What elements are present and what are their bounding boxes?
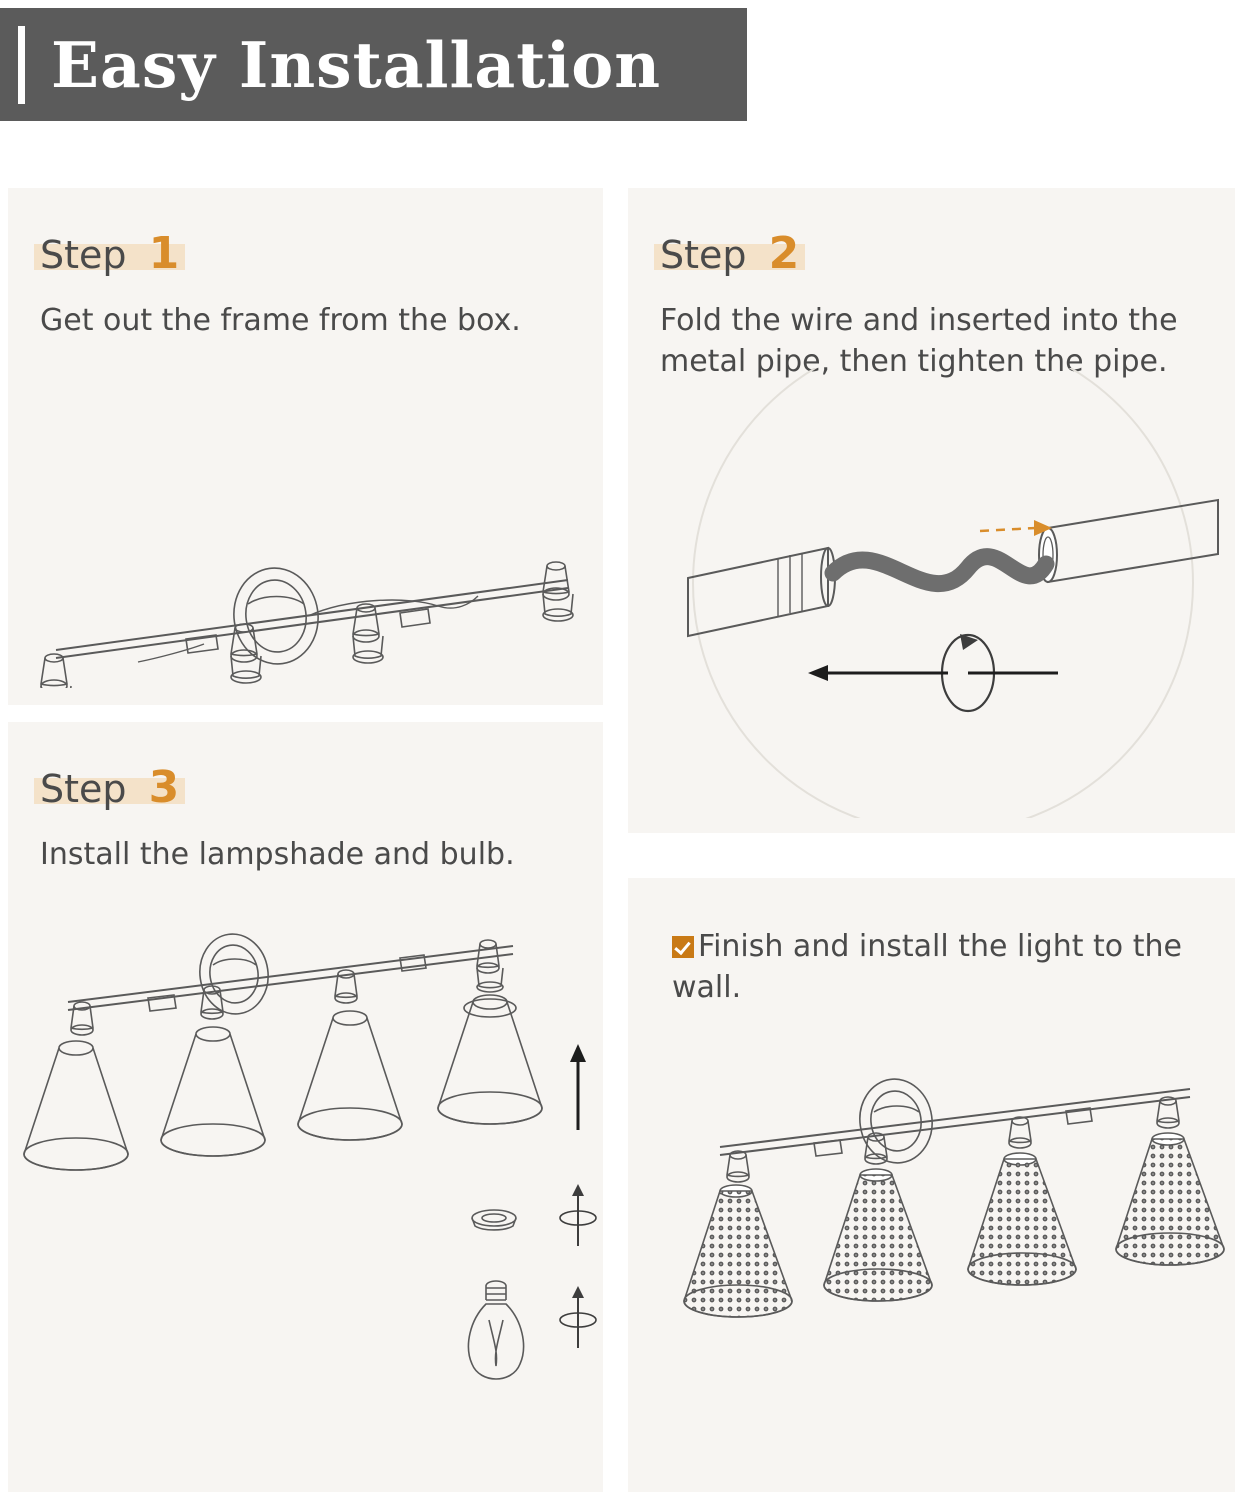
step-1-description: Get out the frame from the box. bbox=[40, 303, 521, 338]
panel-finish bbox=[628, 878, 1235, 1492]
checkmark-icon bbox=[672, 936, 694, 958]
finish-note bbox=[672, 926, 1191, 1009]
page-header bbox=[0, 8, 747, 121]
step-1-number: 1 bbox=[148, 228, 180, 279]
panel-step-3 bbox=[8, 722, 603, 1492]
step-3-label bbox=[40, 762, 179, 813]
step-2-illustration bbox=[628, 368, 1235, 818]
step-2-word: Step bbox=[660, 233, 747, 277]
step-1-illustration bbox=[8, 358, 603, 688]
step-2-number: 2 bbox=[768, 228, 800, 279]
page-title: Easy Installation bbox=[51, 27, 662, 102]
finish-label: Finish and install the light to the wall. bbox=[672, 929, 1182, 1006]
step-1-label bbox=[40, 228, 179, 279]
finish-illustration bbox=[628, 1063, 1235, 1483]
step-3-number: 3 bbox=[148, 762, 180, 813]
panel-step-1 bbox=[8, 188, 603, 705]
step-2-description: Fold the wire and inserted into the metal pipe, then tighten the pipe. bbox=[660, 303, 1178, 379]
step-1-word: Step bbox=[40, 233, 127, 277]
panel-step-2 bbox=[628, 188, 1235, 833]
step-3-description: Install the lampshade and bulb. bbox=[40, 837, 515, 872]
header-accent-bar bbox=[18, 26, 25, 104]
step-2-label bbox=[660, 228, 799, 279]
step-3-word: Step bbox=[40, 767, 127, 811]
step-3-illustration bbox=[8, 902, 603, 1482]
